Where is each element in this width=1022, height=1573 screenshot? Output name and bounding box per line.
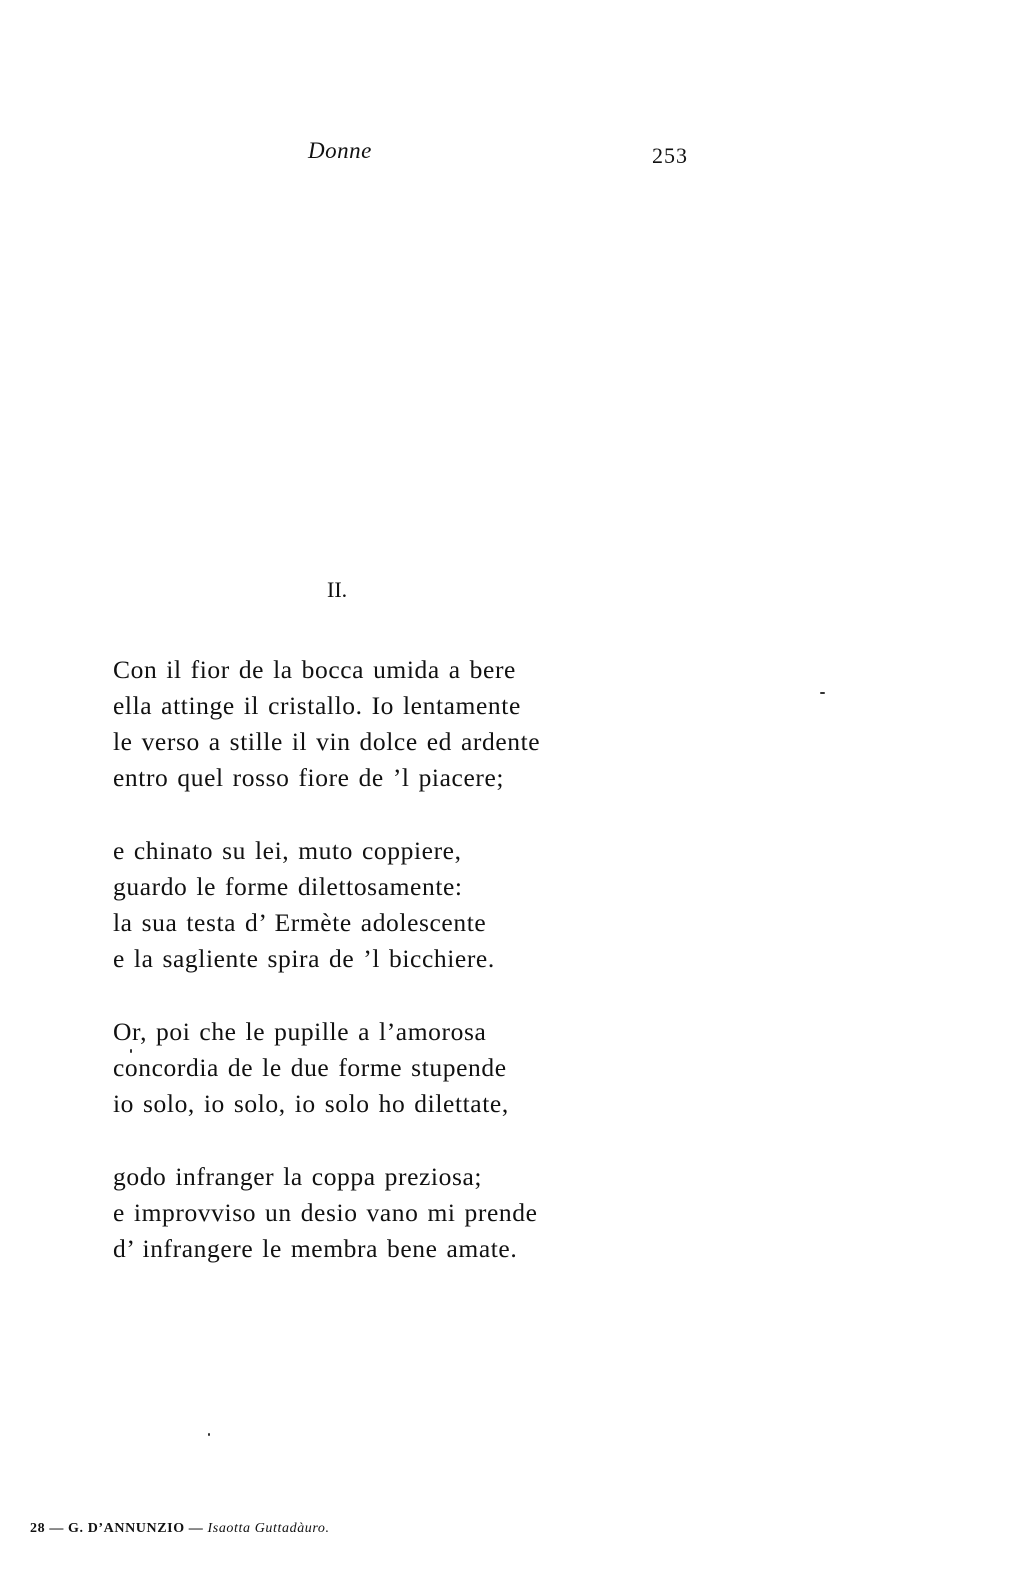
signature-author: — G. D’ANNUNZIO —	[49, 1521, 204, 1536]
print-speck	[208, 1433, 210, 1436]
poem-line: ella attinge il cristallo. Io lentamente	[113, 691, 521, 720]
print-speck	[130, 1049, 132, 1053]
poem-line: e improvviso un desio vano mi prende	[113, 1198, 538, 1227]
print-speck	[820, 692, 825, 694]
poem	[113, 652, 673, 1267]
page-number: 253	[652, 143, 688, 168]
poem-line: guardo le forme dilettosamente:	[113, 872, 463, 901]
signature-title: Isaotta Guttadàuro.	[207, 1521, 330, 1536]
poem-line: Con il fior de la bocca umida a bere	[113, 655, 516, 684]
poem-line: Or, poi che le pupille a l’amorosa	[113, 1017, 487, 1046]
poem-line: le verso a stille il vin dolce ed ardente	[113, 727, 541, 756]
poem-line: concordia de le due forme stupende	[113, 1053, 507, 1082]
poem-line: entro quel rosso fiore de ’l piacere;	[113, 763, 505, 792]
signature-number: 28	[30, 1521, 46, 1536]
poem-line: la sua testa d’ Ermète adolescente	[113, 908, 487, 937]
poem-line: e chinato su lei, muto coppiere,	[113, 836, 462, 865]
poem-line: godo infranger la coppa preziosa;	[113, 1162, 483, 1191]
stanza-4	[113, 1159, 673, 1267]
poem-line: io solo, io solo, io solo ho dilettate,	[113, 1089, 509, 1118]
poem-line: e la sagliente spira de ’l bicchiere.	[113, 944, 495, 973]
section-number: II.	[327, 577, 348, 602]
stanza-3	[113, 1014, 673, 1122]
footer-signature	[30, 1521, 330, 1537]
running-title: Donne	[308, 138, 372, 163]
stanza-1	[113, 652, 673, 796]
stanza-2	[113, 833, 673, 977]
poem-line: d’ infrangere le membra bene amate.	[113, 1234, 518, 1263]
